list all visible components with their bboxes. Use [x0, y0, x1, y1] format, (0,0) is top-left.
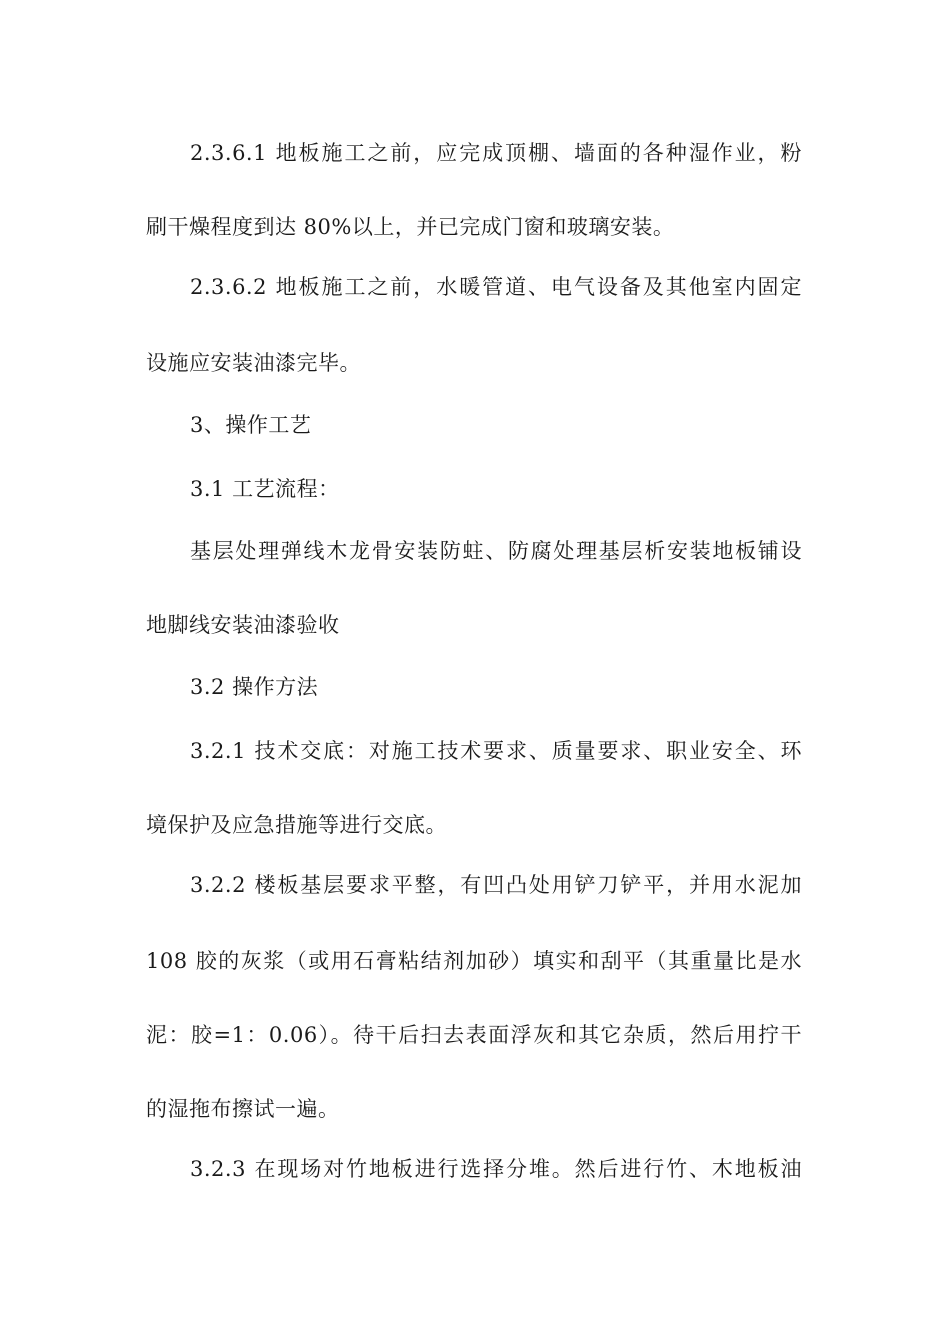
paragraph-line: 地脚线安装油漆验收	[146, 613, 340, 637]
paragraph-line: 境保护及应急措施等进行交底。	[146, 813, 447, 837]
paragraph-line: 基层处理弹线木龙骨安装防蛀、防腐处理基层析安装地板铺设	[190, 539, 802, 563]
paragraph-line: 3.2.3 在现场对竹地板进行选择分堆。然后进行竹、木地板油	[190, 1157, 802, 1181]
subsection-heading: 3.1 工艺流程：	[190, 477, 340, 501]
paragraph-line: 2.3.6.1 地板施工之前，应完成顶棚、墙面的各种湿作业，粉	[190, 141, 802, 165]
paragraph-line: 设施应安装油漆完毕。	[146, 351, 361, 375]
paragraph-line: 泥：胶=1：0.06）。待干后扫去表面浮灰和其它杂质，然后用拧干	[146, 1023, 802, 1047]
paragraph-line: 3.2.2 楼板基层要求平整，有凹凸处用铲刀铲平，并用水泥加	[190, 873, 802, 897]
paragraph-line: 108 胶的灰浆（或用石膏粘结剂加砂）填实和刮平（其重量比是水	[146, 949, 802, 973]
paragraph-line: 的湿拖布擦试一遍。	[146, 1097, 340, 1121]
subsection-heading: 3.2 操作方法	[190, 675, 319, 699]
paragraph-line: 2.3.6.2 地板施工之前，水暖管道、电气设备及其他室内固定	[190, 275, 802, 299]
section-heading: 3、操作工艺	[190, 413, 312, 437]
paragraph-line: 3.2.1 技术交底：对施工技术要求、质量要求、职业安全、环	[190, 739, 802, 763]
paragraph-line: 刷干燥程度到达 80%以上，并已完成门窗和玻璃安装。	[146, 215, 675, 239]
